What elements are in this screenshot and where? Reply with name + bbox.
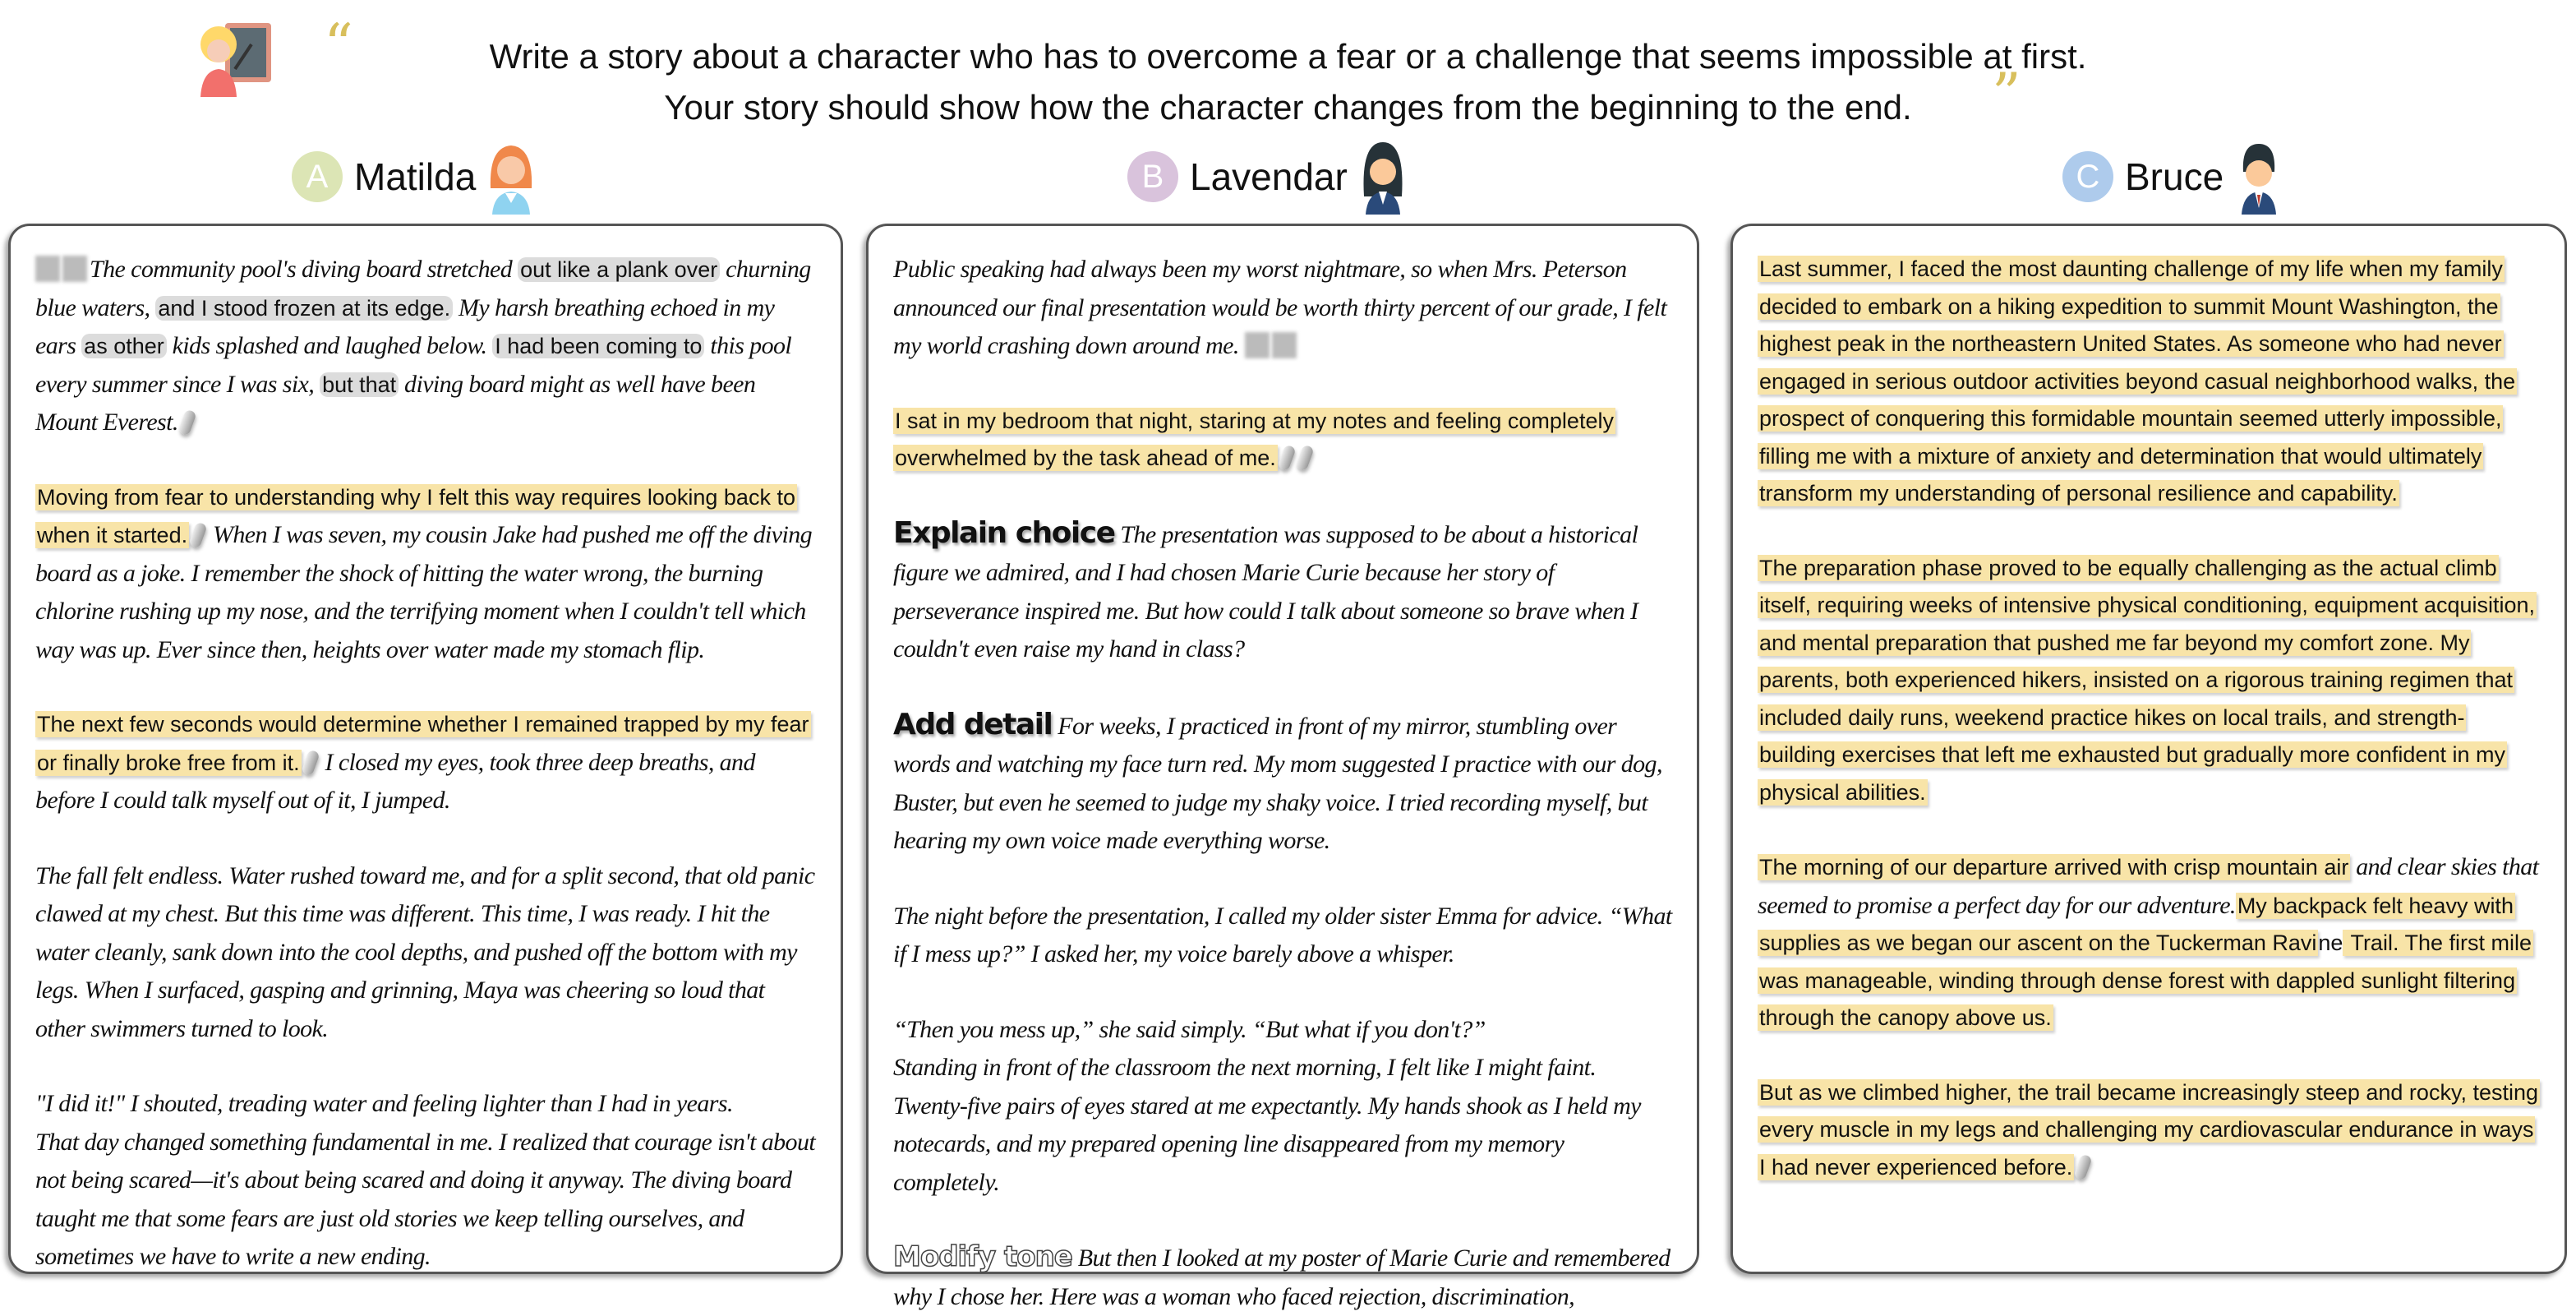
close-quote-icon: ” xyxy=(1992,61,2021,128)
story-paragraph xyxy=(893,403,1672,478)
handwritten-text: kids splashed and laughed below. xyxy=(166,332,493,359)
gray-highlighted-text: as other xyxy=(81,334,167,358)
story-paragraph xyxy=(35,251,816,442)
handwritten-text: “Then you mess up,” she said simply. “But what if you don't?” xyxy=(893,1015,1486,1043)
highlighted-text: Last summer, I faced the most daunting challenge of my life when my family decided to embark on a hiking expedition to summit Mount Washington, the highest peak in the northeastern United States. As someone who had never engaged in serious outdoor activities beyond casual neighborhood walks, the prospect of conquering this formidable mountain seemed utterly impossible, filling me with a mixture of anxiety and determination that would ultimately transform my understanding of personal resilience and capability. xyxy=(1759,256,2516,506)
highlighted-text: The morning of our departure arrived with crisp mountain air xyxy=(1759,855,2349,880)
participant-letter-badge: A xyxy=(292,151,343,202)
participant-header-a xyxy=(292,140,538,214)
participant-letter-badge: C xyxy=(2062,151,2113,202)
story-paragraph xyxy=(35,857,816,1049)
handwritten-text: My harsh breathing echoed in my ears xyxy=(35,293,775,359)
story-paragraph xyxy=(1758,251,2540,513)
blurred-annotation-icon xyxy=(35,256,60,282)
handwritten-text: diving board might as well have been Mount Everest. xyxy=(35,370,756,436)
story-panel-bruce xyxy=(1730,224,2567,1274)
story-paragraph xyxy=(893,898,1672,974)
prompt xyxy=(0,31,2576,133)
participant-letter-badge: B xyxy=(1127,151,1178,202)
handwritten-text: Standing in front of the classroom the next morning, I felt like I might faint. Twenty-five pairs of eyes stared at me expectantly. My hands shook as I held my notecards, and my prepared opening line disappeared from my memory completely. xyxy=(893,1054,1641,1196)
highlighted-text: Moving from fear to understanding why I felt this way requires looking back to when it started. xyxy=(37,484,795,547)
highlighted-text: The preparation phase proved to be equally challenging as the actual climb itself, requiring weeks of intensive physical conditioning, equipment acquisition, and mental preparation that pushed me far beyond my comfort zone. My parents, both experienced hikers, insisted on a rigorous training regimen that included daily runs, weekend practice hikes on local trails, and strength-building exercises that left me exhausted but gradually more confident in my physical abilities. xyxy=(1759,555,2536,805)
prompt-line-1: Write a story about a character who has to overcome a fear or a challenge that seems impossible at first. xyxy=(489,37,2087,76)
story-paragraph xyxy=(1758,1074,2540,1187)
comment-marker-icon[interactable] xyxy=(2074,1153,2093,1180)
handwritten-text: When I was seven, my cousin Jake had pushed me off the diving board as a joke. I remember the shock of hitting the water wrong, the burning chlorine rushing up my nose, and the terrifying moment when I couldn't tell which way was up. Ever since then, heights over water made my stomach flip. xyxy=(35,521,813,663)
comment-marker-icon[interactable] xyxy=(188,522,207,549)
comment-marker-icon[interactable] xyxy=(1295,445,1314,472)
participant-name: Matilda xyxy=(354,155,477,198)
handwritten-text: But then I looked at my poster of Marie Curie and remembered why I chose her. Here was a woman who faced rejection, discrimination, xyxy=(893,1244,1670,1310)
participant-header-c xyxy=(2062,140,2286,214)
handwritten-text: The community pool's diving board stretched xyxy=(90,256,518,283)
blurred-annotation-icon xyxy=(62,256,87,282)
story-paragraph xyxy=(893,706,1672,861)
woman-avatar-icon xyxy=(1356,139,1410,215)
handwritten-text: "I did it!" I shouted, treading water and feeling lighter than I had in years. xyxy=(35,1090,733,1117)
story-paragraph xyxy=(35,479,816,670)
story-paragraph xyxy=(35,706,816,820)
story-paragraph xyxy=(893,1239,1672,1316)
handwritten-text: That day changed something fundamental in me. I realized that courage isn't about not being scared—it's about being scared and doing it anyway. The diving board taught me that some fears are just old stories we keep telling ourselves, and sometimes we have to write a new ending. xyxy=(35,1128,816,1270)
handwritten-text: The fall felt endless. Water rushed toward me, and for a split second, that old panic clawed at my chest. But this time was different. This time, I was ready. I hit the water cleanly, sank down into the cool depths, and pushed off the bottom with my legs. When I surfaced, gasping and grinning, Maya was cheering so loud that other swimmers turned to look. xyxy=(35,861,815,1042)
handwritten-text: Public speaking had always been my worst nightmare, so when Mrs. Peterson announced our final presentation would be worth thirty percent of our grade, I felt my world crashing down around me. xyxy=(893,256,1667,359)
story-paragraph xyxy=(893,1011,1672,1203)
story-panel-matilda xyxy=(8,224,843,1274)
blurred-annotation-icon xyxy=(1272,332,1297,358)
blurred-annotation-icon xyxy=(1245,332,1270,358)
gray-highlighted-text: out like a plank over xyxy=(518,257,720,282)
comment-marker-icon[interactable] xyxy=(1277,445,1296,472)
participant-name: Bruce xyxy=(2125,155,2224,198)
handwritten-text: I closed my eyes, took three deep breaths, and before I could talk myself out of it, I jumped. xyxy=(35,748,755,814)
story-panel-lavendar xyxy=(866,224,1699,1310)
story-paragraph xyxy=(893,251,1672,366)
gray-highlighted-text: and I stood frozen at its edge. xyxy=(155,296,453,321)
handwritten-text: churning blue waters, xyxy=(35,256,811,321)
handwritten-text: For weeks, I practiced in front of my mirror, stumbling over words and watching my face turn red. My mom suggested I practice with our dog, Buster, but even he seemed to judge my shaky voice. I tried recording myself, but hearing my own voice made everything worse. xyxy=(893,712,1662,854)
open-quote-icon: “ xyxy=(324,12,353,79)
handwritten-text: and clear skies that seemed to promise a perfect day for our adventure. xyxy=(1758,853,2539,919)
story-paragraph xyxy=(1758,550,2540,812)
handwritten-text: this pool every summer since I was six, xyxy=(35,332,792,398)
highlighted-text: But as we climbed higher, the trail became increasingly steep and rocky, testing every muscle in my legs and challenging my cardiovascular endurance in ways I had never experienced before. xyxy=(1759,1079,2538,1180)
highlighted-text: I sat in my bedroom that night, staring at my notes and feeling completely overwhelmed by the task ahead of me. xyxy=(895,408,1614,470)
edit-label: Add detail xyxy=(893,707,1053,741)
gray-highlighted-text: but that xyxy=(320,372,399,397)
gray-highlighted-text: I had been coming to xyxy=(492,334,704,358)
man-avatar-icon xyxy=(2232,139,2286,215)
story-paragraph xyxy=(893,515,1672,669)
participant-header-b xyxy=(1127,140,1410,214)
highlighted-text: Trail. The first mile was manageable, winding through dense forest with dappled sunlight filtering through the canopy above us. xyxy=(1759,930,2532,1030)
story-paragraph xyxy=(1758,848,2540,1037)
comment-marker-icon[interactable] xyxy=(177,409,196,436)
plain-text: ne xyxy=(2318,930,2343,955)
participant-name: Lavendar xyxy=(1190,155,1348,198)
edit-label: Modify tone xyxy=(893,1240,1072,1273)
girl-avatar-icon xyxy=(484,139,538,215)
prompt-line-2: Your story should show how the character changes from the beginning to the end. xyxy=(664,88,1912,127)
highlighted-text: My backpack felt heavy with supplies as we began our ascent on the Tuckerman Ravi xyxy=(1759,893,2514,955)
highlighted-text: The next few seconds would determine whether I remained trapped by my fear or finally broke free from it. xyxy=(37,712,809,775)
edit-label: Explain choice xyxy=(893,515,1115,550)
comment-marker-icon[interactable] xyxy=(301,749,320,776)
handwritten-text: The presentation was supposed to be about a historical figure we admired, and I had chosen Marie Curie because her story of perseverance inspired me. But how could I talk about someone so brave when I couldn't even raise my hand in class? xyxy=(893,520,1638,663)
story-paragraph xyxy=(35,1085,816,1277)
handwritten-text: The night before the presentation, I called my older sister Emma for advice. “What if I mess up?” I asked her, my voice barely above a whisper. xyxy=(893,902,1672,967)
